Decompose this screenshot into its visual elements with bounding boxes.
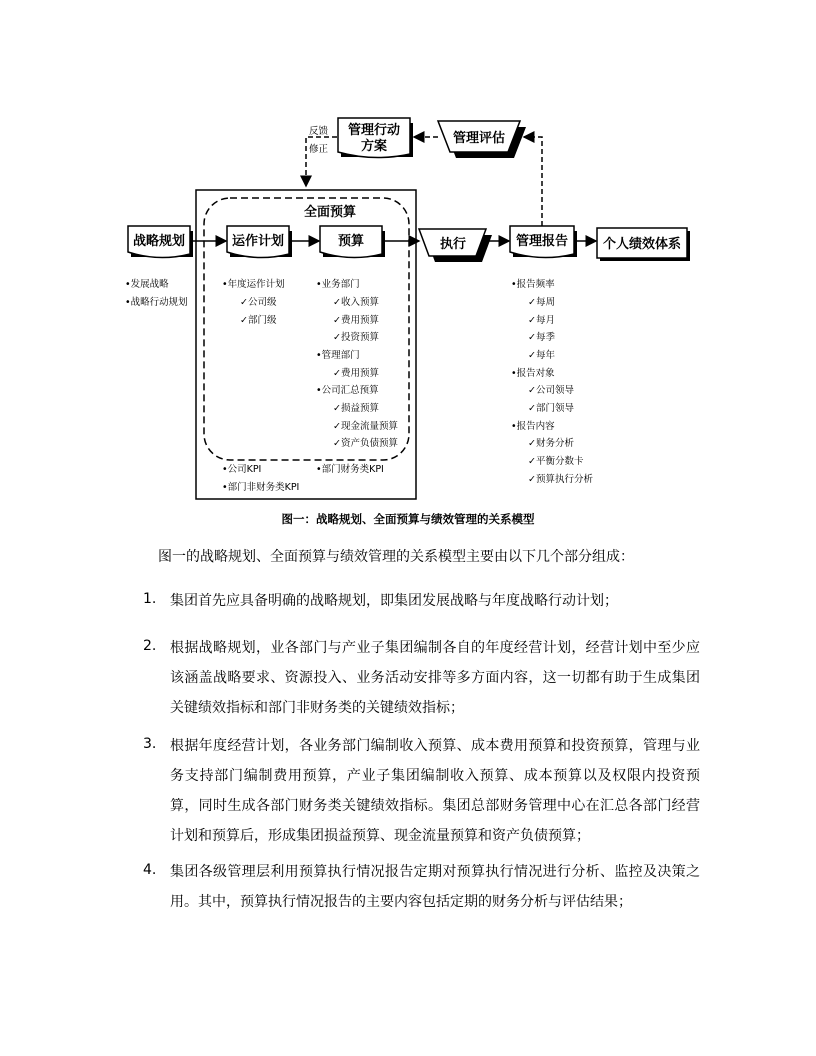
list-item: •报告频率: [511, 279, 555, 290]
list-item: •战略行动规划: [125, 297, 188, 308]
list-item: ✓现金流量预算: [333, 421, 398, 432]
list-item: •发展战略: [125, 279, 169, 290]
list-item: •报告内容: [511, 421, 555, 432]
list-item: ✓每季: [528, 332, 555, 343]
mgmt-eval-box: [438, 121, 526, 158]
strategy-box: [128, 226, 193, 258]
report-list: [511, 278, 593, 485]
list-item: ✓部门领导: [528, 403, 574, 414]
list-item: •部门非财务类KPI: [222, 482, 300, 493]
list-item: ✓收入预算: [333, 297, 379, 308]
list-item: ✓平衡分数卡: [528, 456, 584, 467]
list-item: •年度运作计划: [222, 279, 285, 290]
item-number: 4.: [143, 862, 157, 878]
list-item: ✓公司领导: [528, 385, 574, 396]
execute-label: 执行: [439, 237, 467, 252]
list-item: ✓资产负债预算: [333, 438, 398, 449]
operation-plan-label: 运作计划: [231, 234, 285, 249]
relationship-model-diagram: [0, 0, 816, 510]
mgmt-report-box: [510, 226, 577, 258]
list-item: ✓每月: [528, 315, 555, 326]
list-item: •公司KPI: [222, 464, 262, 475]
mgmt-action-box: [338, 118, 413, 158]
mgmt-action-label-1: 管理行动: [347, 123, 401, 138]
list-item: •报告对象: [511, 368, 555, 379]
list-item: •公司汇总预算: [316, 385, 379, 396]
operation-list: [222, 278, 285, 326]
execute-box: [419, 229, 492, 262]
list-item: ✓财务分析: [528, 438, 574, 449]
list-item: ✓每年: [528, 350, 555, 361]
item-text: 根据年度经营计划，各业务部门编制收入预算、成本费用预算和投资预算，管理与业务支持部门编制费用预算，产业子集团编制收入预算、成本预算以及权限内投资预算，同时生成各部门财务类关键绩效指标。集团总部财务管理中心在汇总各部门经营计划和预算后，形成集团损益预算、现金流量预算和资产负债预算；: [170, 738, 700, 844]
mgmt-action-label-2: 方案: [360, 139, 388, 154]
budget-label: 预算: [337, 234, 365, 249]
personal-perf-box: [597, 228, 690, 261]
figure-caption: 图一：战略规划、全面预算与绩效管理的关系模型: [281, 512, 535, 526]
personal-perf-label: 个人绩效体系: [602, 237, 682, 252]
list-item: ✓公司级: [240, 297, 277, 308]
list-item: •部门财务类KPI: [316, 464, 384, 475]
item-text: 集团首先应具备明确的战略规划，即集团发展战略与年度战略行动计划；: [170, 593, 618, 609]
list-item: •业务部门: [316, 279, 360, 290]
dashed-report-to-eval: [524, 137, 542, 226]
list-item: •管理部门: [316, 350, 360, 361]
item-text: 集团各级管理层利用预算执行情况报告定期对预算执行情况进行分析、监控及决策之用。其中，预算执行情况报告的主要内容包括定期的财务分析与评估结果；: [170, 864, 700, 910]
budget-box: [320, 226, 385, 258]
feedback-label-2: 修正: [309, 144, 329, 155]
list-item: ✓费用预算: [333, 368, 379, 379]
list-item: ✓部门级: [240, 315, 277, 326]
kpi-list: [222, 463, 384, 493]
list-item: ✓投资预算: [333, 332, 379, 343]
list-item: ✓每周: [528, 297, 555, 308]
list-item: ✓费用预算: [333, 315, 379, 326]
item-number: 1.: [143, 591, 157, 607]
budget-list: [316, 278, 398, 449]
intro-paragraph: 图一的战略规划、全面预算与绩效管理的关系模型主要由以下几个部分组成：: [158, 549, 634, 565]
strategy-label: 战略规划: [132, 234, 186, 249]
full-budget-label: 全面预算: [304, 205, 357, 220]
item-number: 3.: [143, 736, 157, 752]
item-text: 根据战略规划，业各部门与产业子集团编制各自的年度经营计划，经营计划中至少应该涵盖战略要求、资源投入、业务活动安排等多方面内容，这一切都有助于生成集团关键绩效指标和部门非财务类的关键绩效指标；: [170, 640, 700, 716]
mgmt-report-label: 管理报告: [515, 234, 569, 249]
mgmt-eval-label: 管理评估: [452, 131, 506, 146]
feedback-label-1: 反馈: [309, 126, 329, 137]
list-item: ✓预算执行分析: [528, 474, 593, 485]
strategy-list: [125, 278, 188, 308]
operation-plan-box: [227, 226, 292, 258]
item-number: 2.: [143, 638, 157, 654]
list-item: ✓损益预算: [333, 403, 379, 414]
